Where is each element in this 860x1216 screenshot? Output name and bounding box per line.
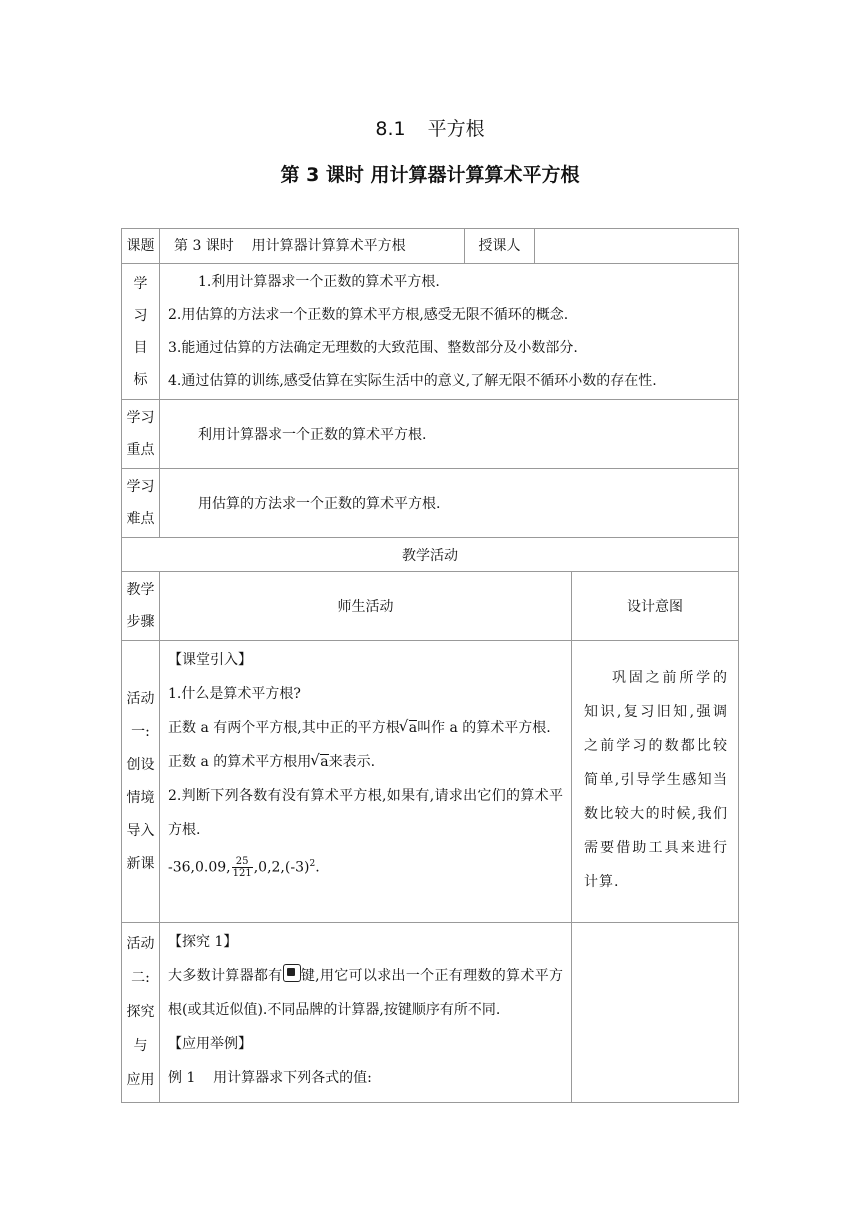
- activity-2-content: [160, 923, 572, 1103]
- objective-item: 2.用估算的方法求一个正数的算术平方根,感受无限不循环的概念.: [168, 306, 569, 323]
- label-line: 导入: [126, 822, 155, 839]
- label-line: 探究: [126, 1004, 155, 1020]
- label-line: 学习: [126, 410, 155, 426]
- sqrt-symbol: [311, 745, 328, 779]
- sqrt-symbol: [400, 711, 417, 745]
- definition-line: [160, 711, 571, 745]
- label-char: 标: [133, 371, 148, 388]
- difficulty-value: 用估算的方法求一个正数的算术平方根.: [160, 469, 739, 538]
- objectives-label: [122, 264, 160, 400]
- denominator: 121: [232, 868, 252, 880]
- teacher-value: [535, 229, 739, 264]
- row-difficulty: [122, 469, 739, 538]
- application-heading: 【应用举例】: [168, 1036, 252, 1052]
- activity-header: 师生活动: [160, 572, 572, 641]
- objective-item: 3.能通过估算的方法确定无理数的大致范围、整数部分及小数部分.: [168, 339, 578, 356]
- key-points-label: [122, 400, 160, 469]
- label-line: 新课: [126, 855, 155, 872]
- text: 正数 a 的算术平方根用: [168, 754, 312, 770]
- label-line: 学习: [126, 479, 155, 495]
- fraction: [232, 856, 253, 879]
- numbers-line: [160, 847, 571, 885]
- row-column-headers: [122, 572, 739, 641]
- label-line: 与: [133, 1038, 148, 1054]
- text: .: [315, 859, 320, 876]
- text: 正数 a 有两个平方根,其中正的平方根: [168, 720, 400, 736]
- row-activity-2: [122, 923, 739, 1103]
- question-1: 1.什么是算术平方根?: [168, 686, 301, 702]
- text: ,0,2,(-3): [253, 859, 310, 876]
- topic-value: 第 3 课时 用计算器计算算术平方根: [160, 229, 465, 264]
- row-key-points: [122, 400, 739, 469]
- intent-header: 设计意图: [572, 572, 739, 641]
- activity-2-intent: [572, 923, 739, 1103]
- label-line: 步骤: [126, 614, 155, 630]
- objective-item: 4.通过估算的训练,感受估算在实际生活中的意义,了解无限不循环小数的存在性.: [168, 372, 657, 389]
- objective-item: 1.利用计算器求一个正数的算术平方根.: [198, 273, 440, 290]
- notation-line: [160, 745, 571, 779]
- calculator-key-text: [160, 959, 571, 1027]
- radicand: a: [320, 754, 329, 770]
- steps-header: [122, 572, 160, 641]
- label-line: 难点: [126, 511, 155, 527]
- example-1: 例 1 用计算器求下列各式的值:: [168, 1070, 372, 1086]
- text: 大多数计算器都有: [168, 968, 283, 984]
- question-2: 2.判断下列各数有没有算术平方根,如果有,请求出它们的算术平方根.: [168, 788, 563, 838]
- label-line: 重点: [126, 442, 155, 458]
- label-line: 情境: [126, 789, 155, 806]
- difficulty-label: [122, 469, 160, 538]
- label-char: 学: [133, 275, 148, 292]
- activity-1-intent: 巩固之前所学的知识,复习旧知,强调之前学习的数都比较简单,引导学生感知当数比较大的时候,我们需要借助工具来进行计算.: [584, 670, 728, 890]
- activity-1-content: [160, 641, 572, 923]
- row-activity-1: [122, 641, 739, 923]
- row-topic: [122, 229, 739, 264]
- activity-1-heading: 【课堂引入】: [168, 652, 252, 668]
- radicand: a: [408, 720, 418, 736]
- activity-1-label: [122, 641, 160, 923]
- section-name: 平方根: [427, 118, 485, 140]
- section-number: 8.1: [375, 118, 406, 140]
- activity-2-label: [122, 923, 160, 1103]
- text: 键,用它可以求出一个正有理数的算术平方根(或其近似值).不同品牌的计算器,按键顺序有所不同.: [168, 968, 564, 1018]
- label-line: 应用: [126, 1072, 155, 1088]
- row-activities-header: [122, 538, 739, 572]
- objectives-content: [160, 264, 739, 400]
- label-line: 活动: [126, 936, 155, 952]
- lesson-plan-table: [121, 228, 739, 1103]
- activity-1-intent-cell: [572, 641, 739, 923]
- topic-label: 课题: [122, 229, 160, 264]
- text: 来表示.: [328, 754, 376, 770]
- sqrt-key-icon: [283, 964, 301, 982]
- key-points-value: 利用计算器求一个正数的算术平方根.: [160, 400, 739, 469]
- teacher-label: 授课人: [465, 229, 535, 264]
- label-line: 创设: [126, 756, 155, 773]
- activity-2-heading: 【探究 1】: [168, 934, 238, 950]
- row-objectives: [122, 264, 739, 400]
- label-char: 习: [133, 307, 148, 324]
- label-line: 二:: [131, 970, 150, 986]
- text: -36,0.09,: [168, 859, 231, 876]
- exponent: 2: [309, 859, 316, 869]
- numerator: 25: [232, 856, 253, 868]
- label-char: 目: [133, 339, 148, 356]
- text: 叫作 a 的算术平方根.: [417, 720, 551, 736]
- label-line: 活动: [126, 690, 155, 707]
- section-title: [0, 114, 860, 141]
- activities-header: 教学活动: [122, 538, 739, 572]
- lesson-title: 第 3 课时 用计算器计算算术平方根: [280, 164, 580, 186]
- label-line: 教学: [126, 582, 155, 598]
- label-line: 一:: [131, 723, 150, 740]
